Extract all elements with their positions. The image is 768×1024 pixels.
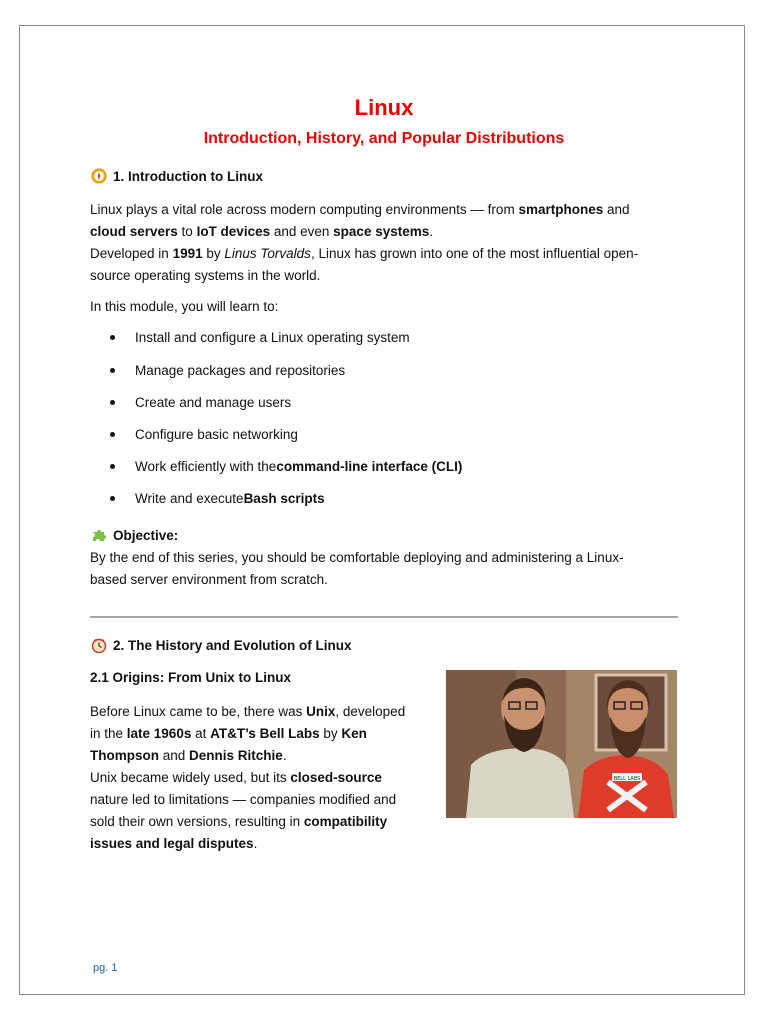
text: based server environment from scratch. bbox=[90, 572, 328, 587]
origins-paragraph bbox=[90, 701, 435, 855]
section-1-heading bbox=[91, 168, 263, 184]
list-item bbox=[110, 427, 298, 442]
bold-text: Ken bbox=[341, 726, 367, 741]
list-item bbox=[110, 491, 325, 506]
list-item bbox=[110, 330, 410, 345]
puzzle-piece-icon bbox=[91, 527, 107, 543]
list-item bbox=[110, 459, 462, 474]
list-item-text: Configure basic networking bbox=[135, 427, 298, 442]
bullet-icon bbox=[110, 335, 115, 340]
text: Unix became widely used, but its bbox=[90, 770, 291, 785]
text: By the end of this series, you should be comfortable deploying and administering a Linux- bbox=[90, 550, 624, 565]
compass-icon bbox=[91, 168, 107, 184]
bold-text: Unix bbox=[306, 704, 336, 719]
text: , developed bbox=[335, 704, 406, 719]
objective-text bbox=[90, 547, 690, 591]
divider bbox=[90, 616, 678, 618]
bold-text: IoT devices bbox=[196, 224, 271, 239]
text: to bbox=[177, 224, 197, 239]
text: Developed in bbox=[90, 246, 173, 261]
bold-text: AT&T’s Bell Labs bbox=[210, 726, 320, 741]
bold-text: Dennis Ritchie bbox=[189, 748, 283, 763]
bold-text: late 1960s bbox=[126, 726, 192, 741]
text: source operating systems in the world. bbox=[90, 268, 321, 283]
bullet-icon bbox=[110, 464, 115, 469]
bold-text: cloud servers bbox=[90, 224, 178, 239]
section-2-heading bbox=[91, 637, 352, 653]
text: Linux plays a vital role across modern computing environments — from bbox=[90, 202, 519, 217]
text: and even bbox=[270, 224, 334, 239]
text: and bbox=[159, 748, 190, 763]
list-item bbox=[110, 395, 291, 410]
text: by bbox=[319, 726, 342, 741]
subsection-heading: 2.1 Origins: From Unix to Linux bbox=[90, 670, 292, 685]
text: . bbox=[429, 224, 434, 239]
text: by bbox=[202, 246, 225, 261]
thompson-ritchie-photo bbox=[446, 670, 677, 818]
list-item bbox=[110, 363, 345, 378]
clock-icon bbox=[91, 637, 107, 653]
text: Before Linux came to be, there was bbox=[90, 704, 307, 719]
bold-text: Thompson bbox=[90, 748, 159, 763]
bullet-icon bbox=[110, 368, 115, 373]
intro-paragraph bbox=[90, 199, 690, 287]
list-item-text: Work efficiently with the bbox=[135, 459, 277, 474]
list-item-text: Manage packages and repositories bbox=[135, 363, 346, 378]
bold-text: 1991 bbox=[172, 246, 203, 261]
list-item-bold: Bash scripts bbox=[243, 491, 325, 506]
text: nature led to limitations — companies modified and bbox=[90, 792, 397, 807]
bold-text: issues and legal disputes bbox=[90, 836, 254, 851]
section-2-heading-text: 2. The History and Evolution of Linux bbox=[113, 637, 352, 653]
bold-text: compatibility bbox=[303, 814, 388, 829]
bullet-icon bbox=[110, 432, 115, 437]
list-item-text: Create and manage users bbox=[135, 395, 292, 410]
bold-text: smartphones bbox=[518, 202, 604, 217]
bullet-icon bbox=[110, 496, 115, 501]
list-item-text: Install and configure a Linux operating system bbox=[135, 330, 410, 345]
bold-text: space systems bbox=[333, 224, 430, 239]
list-item-bold: command-line interface (CLI) bbox=[276, 459, 463, 474]
document-title: Linux bbox=[354, 95, 414, 120]
shirt-logo: BELL LABS bbox=[613, 776, 641, 782]
objective-label: Objective: bbox=[113, 527, 179, 543]
text: . bbox=[253, 836, 258, 851]
text: sold their own versions, resulting in bbox=[90, 814, 304, 829]
section-1-heading-text: 1. Introduction to Linux bbox=[113, 168, 263, 184]
italic-text: Linus Torvalds bbox=[224, 246, 311, 261]
list-item-text: Write and execute bbox=[135, 491, 244, 506]
text: and bbox=[603, 202, 630, 217]
text: at bbox=[191, 726, 211, 741]
bold-text: closed-source bbox=[290, 770, 382, 785]
objective-heading bbox=[91, 527, 178, 543]
text: . bbox=[282, 748, 287, 763]
text: in the bbox=[90, 726, 127, 741]
list-intro: In this module, you will learn to: bbox=[90, 299, 279, 314]
page-number: pg. 1 bbox=[93, 962, 118, 974]
text: , Linux has grown into one of the most influential open- bbox=[310, 246, 639, 261]
bullet-icon bbox=[110, 400, 115, 405]
document-subtitle: Introduction, History, and Popular Distributions bbox=[203, 130, 565, 147]
